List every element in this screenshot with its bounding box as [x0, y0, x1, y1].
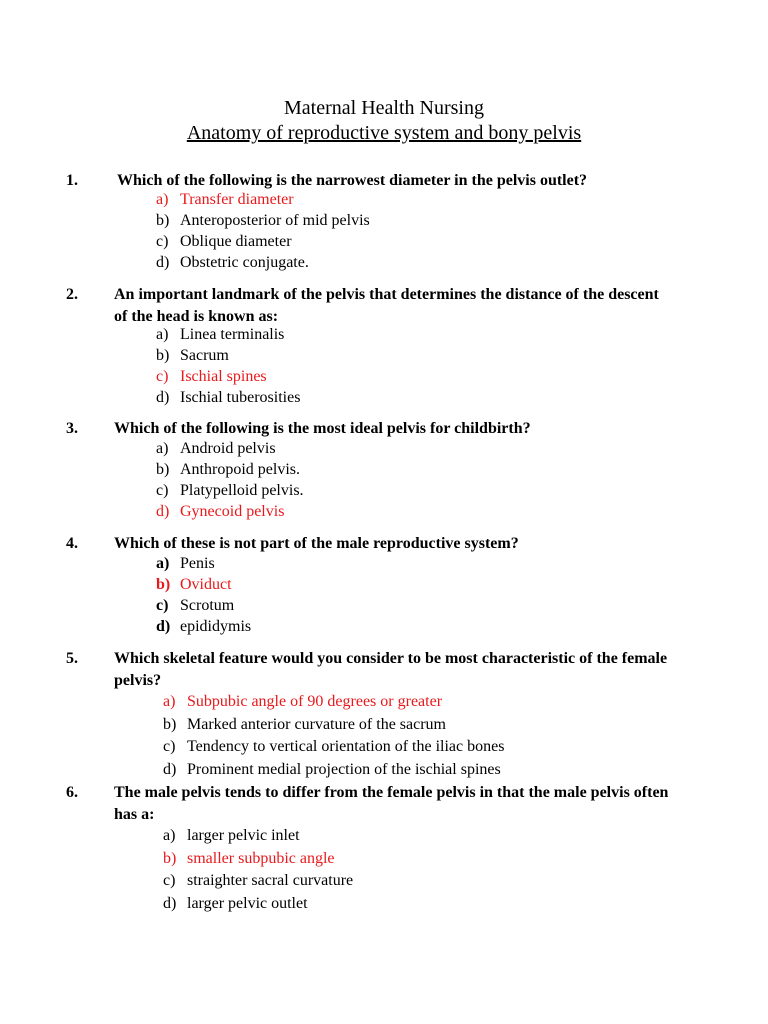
option-d: d) Obstetric conjugate. [156, 254, 309, 271]
question-text: The male pelvis tends to differ from the female pelvis in that the male pelvis often has a: [114, 784, 669, 823]
question-number: 6. [66, 784, 78, 801]
question-5-options [163, 691, 504, 781]
question-number: 5. [66, 650, 78, 667]
option-d: d) Gynecoid pelvis [156, 503, 285, 520]
question-number: 2. [66, 286, 78, 303]
option-a: a) larger pelvic inlet [163, 827, 300, 844]
option-c: c) Tendency to vertical orientation of the iliac bones [163, 738, 505, 755]
option-d: d) Ischial tuberosities [156, 389, 301, 406]
option-a: a) Subpubic angle of 90 degrees or greater [163, 693, 443, 710]
question-text: An important landmark of the pelvis that determines the distance of the descent of the head is known as: [114, 286, 659, 325]
option-c: c) Oblique diameter [156, 233, 292, 250]
question-6-options [163, 825, 353, 915]
question-text: Which of these is not part of the male reproductive system? [114, 535, 519, 552]
question-text: Which of the following is the most ideal pelvis for childbirth? [114, 420, 531, 437]
document-subtitle: Anatomy of reproductive system and bony pelvis [186, 122, 582, 144]
question-text: Which skeletal feature would you consider to be most characteristic of the female pelvis? [114, 650, 668, 689]
option-d: d) Prominent medial projection of the ischial spines [163, 760, 501, 778]
question-number: 4. [66, 535, 78, 552]
option-b: b) Anthropoid pelvis. [156, 461, 300, 478]
question-number: 1. [66, 172, 78, 189]
option-b: b) Sacrum [156, 347, 229, 364]
option-b: b) Oviduct [156, 576, 232, 593]
option-a: a) Android pelvis [156, 440, 276, 457]
option-a: a) Penis [156, 555, 215, 572]
question-4-options [156, 553, 251, 637]
option-d: d) larger pelvic outlet [163, 894, 308, 912]
option-c: c) Ischial spines [156, 368, 267, 385]
question-1-options [156, 189, 370, 273]
option-c: c) Platypelloid pelvis. [156, 482, 304, 499]
question-text: Which of the following is the narrowest diameter in the pelvis outlet? [117, 172, 588, 189]
option-b: b) smaller subpubic angle [163, 849, 335, 867]
option-a: a) Transfer diameter [156, 191, 294, 208]
option-a: a) Linea terminalis [156, 326, 285, 343]
option-c: c) Scrotum [156, 597, 235, 614]
question-3-options [156, 438, 304, 522]
option-c: c) straighter sacral curvature [163, 872, 354, 889]
option-d: d) epididymis [156, 618, 252, 635]
question-number: 3. [66, 420, 78, 437]
option-b: b) Marked anterior curvature of the sacrum [163, 715, 446, 733]
document-title: Maternal Health Nursing [284, 97, 484, 119]
option-b: b) Anteroposterior of mid pelvis [156, 212, 370, 229]
question-2-options [156, 324, 300, 408]
